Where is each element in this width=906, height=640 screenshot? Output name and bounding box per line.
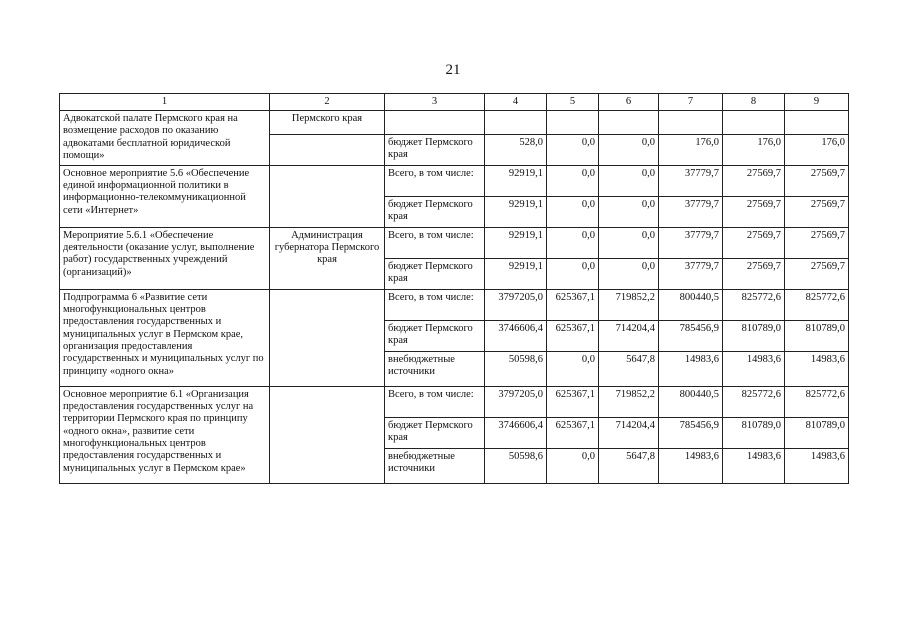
- value-cell: 825772,6: [723, 289, 785, 320]
- value-cell: 0,0: [599, 258, 659, 289]
- column-header: 6: [599, 94, 659, 111]
- column-header: 1: [60, 94, 270, 111]
- source-cell: Всего, в том числе:: [385, 289, 485, 320]
- empty-cell: [270, 134, 385, 165]
- budget-table: [59, 93, 849, 484]
- executor-cell: Пермского края: [270, 111, 385, 135]
- value-cell: 50598,6: [485, 448, 547, 483]
- executor-cell: [270, 165, 385, 227]
- value-cell: 37779,7: [659, 196, 723, 227]
- value-cell: 785456,9: [659, 320, 723, 351]
- value-cell: 810789,0: [785, 417, 849, 448]
- value-cell: 719852,2: [599, 289, 659, 320]
- table-row: [60, 227, 849, 258]
- empty-cell: [485, 111, 547, 135]
- source-cell: бюджет Пермского края: [385, 134, 485, 165]
- row-name-cell: Подпрограмма 6 «Развитие сети многофункциональных центров предоставления государственных и муниципальных услуг в Пермском крае, организация предоставления государственных и муниципальных услуг по принципу «одного окна»: [60, 289, 270, 386]
- value-cell: 92919,1: [485, 196, 547, 227]
- value-cell: 625367,1: [547, 386, 599, 417]
- value-cell: 27569,7: [785, 165, 849, 196]
- source-cell: бюджет Пермского края: [385, 258, 485, 289]
- column-header: 7: [659, 94, 723, 111]
- value-cell: 14983,6: [659, 448, 723, 483]
- table-row: [60, 386, 849, 417]
- value-cell: 92919,1: [485, 227, 547, 258]
- table-header-row: [60, 94, 849, 111]
- column-header: 4: [485, 94, 547, 111]
- value-cell: 176,0: [659, 134, 723, 165]
- value-cell: 14983,6: [723, 351, 785, 386]
- value-cell: 0,0: [599, 134, 659, 165]
- value-cell: 825772,6: [723, 386, 785, 417]
- value-cell: 14983,6: [785, 448, 849, 483]
- value-cell: 0,0: [547, 134, 599, 165]
- value-cell: 92919,1: [485, 165, 547, 196]
- page-number: 21: [445, 62, 461, 78]
- executor-cell: Администрация губернатора Пермского края: [270, 227, 385, 289]
- row-name-cell: Основное мероприятие 5.6 «Обеспечение единой информационной политики в информационно-телекоммуникационной сети «Интернет»: [60, 165, 270, 227]
- value-cell: 14983,6: [723, 448, 785, 483]
- empty-cell: [547, 111, 599, 135]
- value-cell: 800440,5: [659, 386, 723, 417]
- source-cell: Всего, в том числе:: [385, 227, 485, 258]
- value-cell: 37779,7: [659, 227, 723, 258]
- value-cell: 176,0: [785, 134, 849, 165]
- value-cell: 3797205,0: [485, 386, 547, 417]
- value-cell: 14983,6: [659, 351, 723, 386]
- source-cell: Всего, в том числе:: [385, 165, 485, 196]
- value-cell: 3797205,0: [485, 289, 547, 320]
- value-cell: 37779,7: [659, 165, 723, 196]
- row-name-cell: Основное мероприятие 6.1 «Организация предоставления государственных услуг на территории Пермского края по принципу «одного окна», развитие сети многофункциональных центров предоставления государственных и муниципальных услуг в Пермском крае»: [60, 386, 270, 483]
- value-cell: 27569,7: [785, 196, 849, 227]
- value-cell: 714204,4: [599, 320, 659, 351]
- column-header: 8: [723, 94, 785, 111]
- value-cell: 625367,1: [547, 417, 599, 448]
- table-row: [60, 111, 849, 135]
- value-cell: 0,0: [599, 165, 659, 196]
- value-cell: 825772,6: [785, 289, 849, 320]
- value-cell: 625367,1: [547, 320, 599, 351]
- empty-cell: [785, 111, 849, 135]
- value-cell: 528,0: [485, 134, 547, 165]
- value-cell: 14983,6: [785, 351, 849, 386]
- value-cell: 37779,7: [659, 258, 723, 289]
- empty-cell: [385, 111, 485, 135]
- value-cell: 0,0: [547, 351, 599, 386]
- value-cell: 719852,2: [599, 386, 659, 417]
- value-cell: 714204,4: [599, 417, 659, 448]
- column-header: 5: [547, 94, 599, 111]
- value-cell: 785456,9: [659, 417, 723, 448]
- value-cell: 27569,7: [723, 258, 785, 289]
- column-header: 9: [785, 94, 849, 111]
- value-cell: 0,0: [547, 165, 599, 196]
- value-cell: 27569,7: [723, 196, 785, 227]
- value-cell: 800440,5: [659, 289, 723, 320]
- executor-cell: [270, 289, 385, 386]
- empty-cell: [599, 111, 659, 135]
- value-cell: 27569,7: [785, 227, 849, 258]
- value-cell: 0,0: [547, 196, 599, 227]
- value-cell: 625367,1: [547, 289, 599, 320]
- empty-cell: [659, 111, 723, 135]
- empty-cell: [723, 111, 785, 135]
- value-cell: 0,0: [547, 227, 599, 258]
- source-cell: бюджет Пермского края: [385, 320, 485, 351]
- source-cell: Всего, в том числе:: [385, 386, 485, 417]
- value-cell: 825772,6: [785, 386, 849, 417]
- value-cell: 810789,0: [785, 320, 849, 351]
- value-cell: 27569,7: [723, 165, 785, 196]
- source-cell: бюджет Пермского края: [385, 417, 485, 448]
- value-cell: 27569,7: [723, 227, 785, 258]
- value-cell: 0,0: [599, 196, 659, 227]
- value-cell: 27569,7: [785, 258, 849, 289]
- value-cell: 50598,6: [485, 351, 547, 386]
- value-cell: 176,0: [723, 134, 785, 165]
- source-cell: внебюджетные источники: [385, 448, 485, 483]
- source-cell: бюджет Пермского края: [385, 196, 485, 227]
- value-cell: 92919,1: [485, 258, 547, 289]
- row-name-cell: Адвокатской палате Пермского края на возмещение расходов по оказанию адвокатами бесплатной юридической помощи»: [60, 111, 270, 166]
- row-name-cell: Мероприятие 5.6.1 «Обеспечение деятельности (оказание услуг, выполнение работ) государственных учреждений (организаций)»: [60, 227, 270, 289]
- executor-cell: [270, 386, 385, 483]
- value-cell: 810789,0: [723, 320, 785, 351]
- table-row: [60, 165, 849, 196]
- source-cell: внебюджетные источники: [385, 351, 485, 386]
- value-cell: 0,0: [547, 258, 599, 289]
- column-header: 2: [270, 94, 385, 111]
- value-cell: 0,0: [547, 448, 599, 483]
- table-row: [60, 289, 849, 320]
- value-cell: 3746606,4: [485, 320, 547, 351]
- value-cell: 5647,8: [599, 351, 659, 386]
- table-body: [60, 94, 849, 484]
- value-cell: 5647,8: [599, 448, 659, 483]
- value-cell: 0,0: [599, 227, 659, 258]
- column-header: 3: [385, 94, 485, 111]
- value-cell: 810789,0: [723, 417, 785, 448]
- value-cell: 3746606,4: [485, 417, 547, 448]
